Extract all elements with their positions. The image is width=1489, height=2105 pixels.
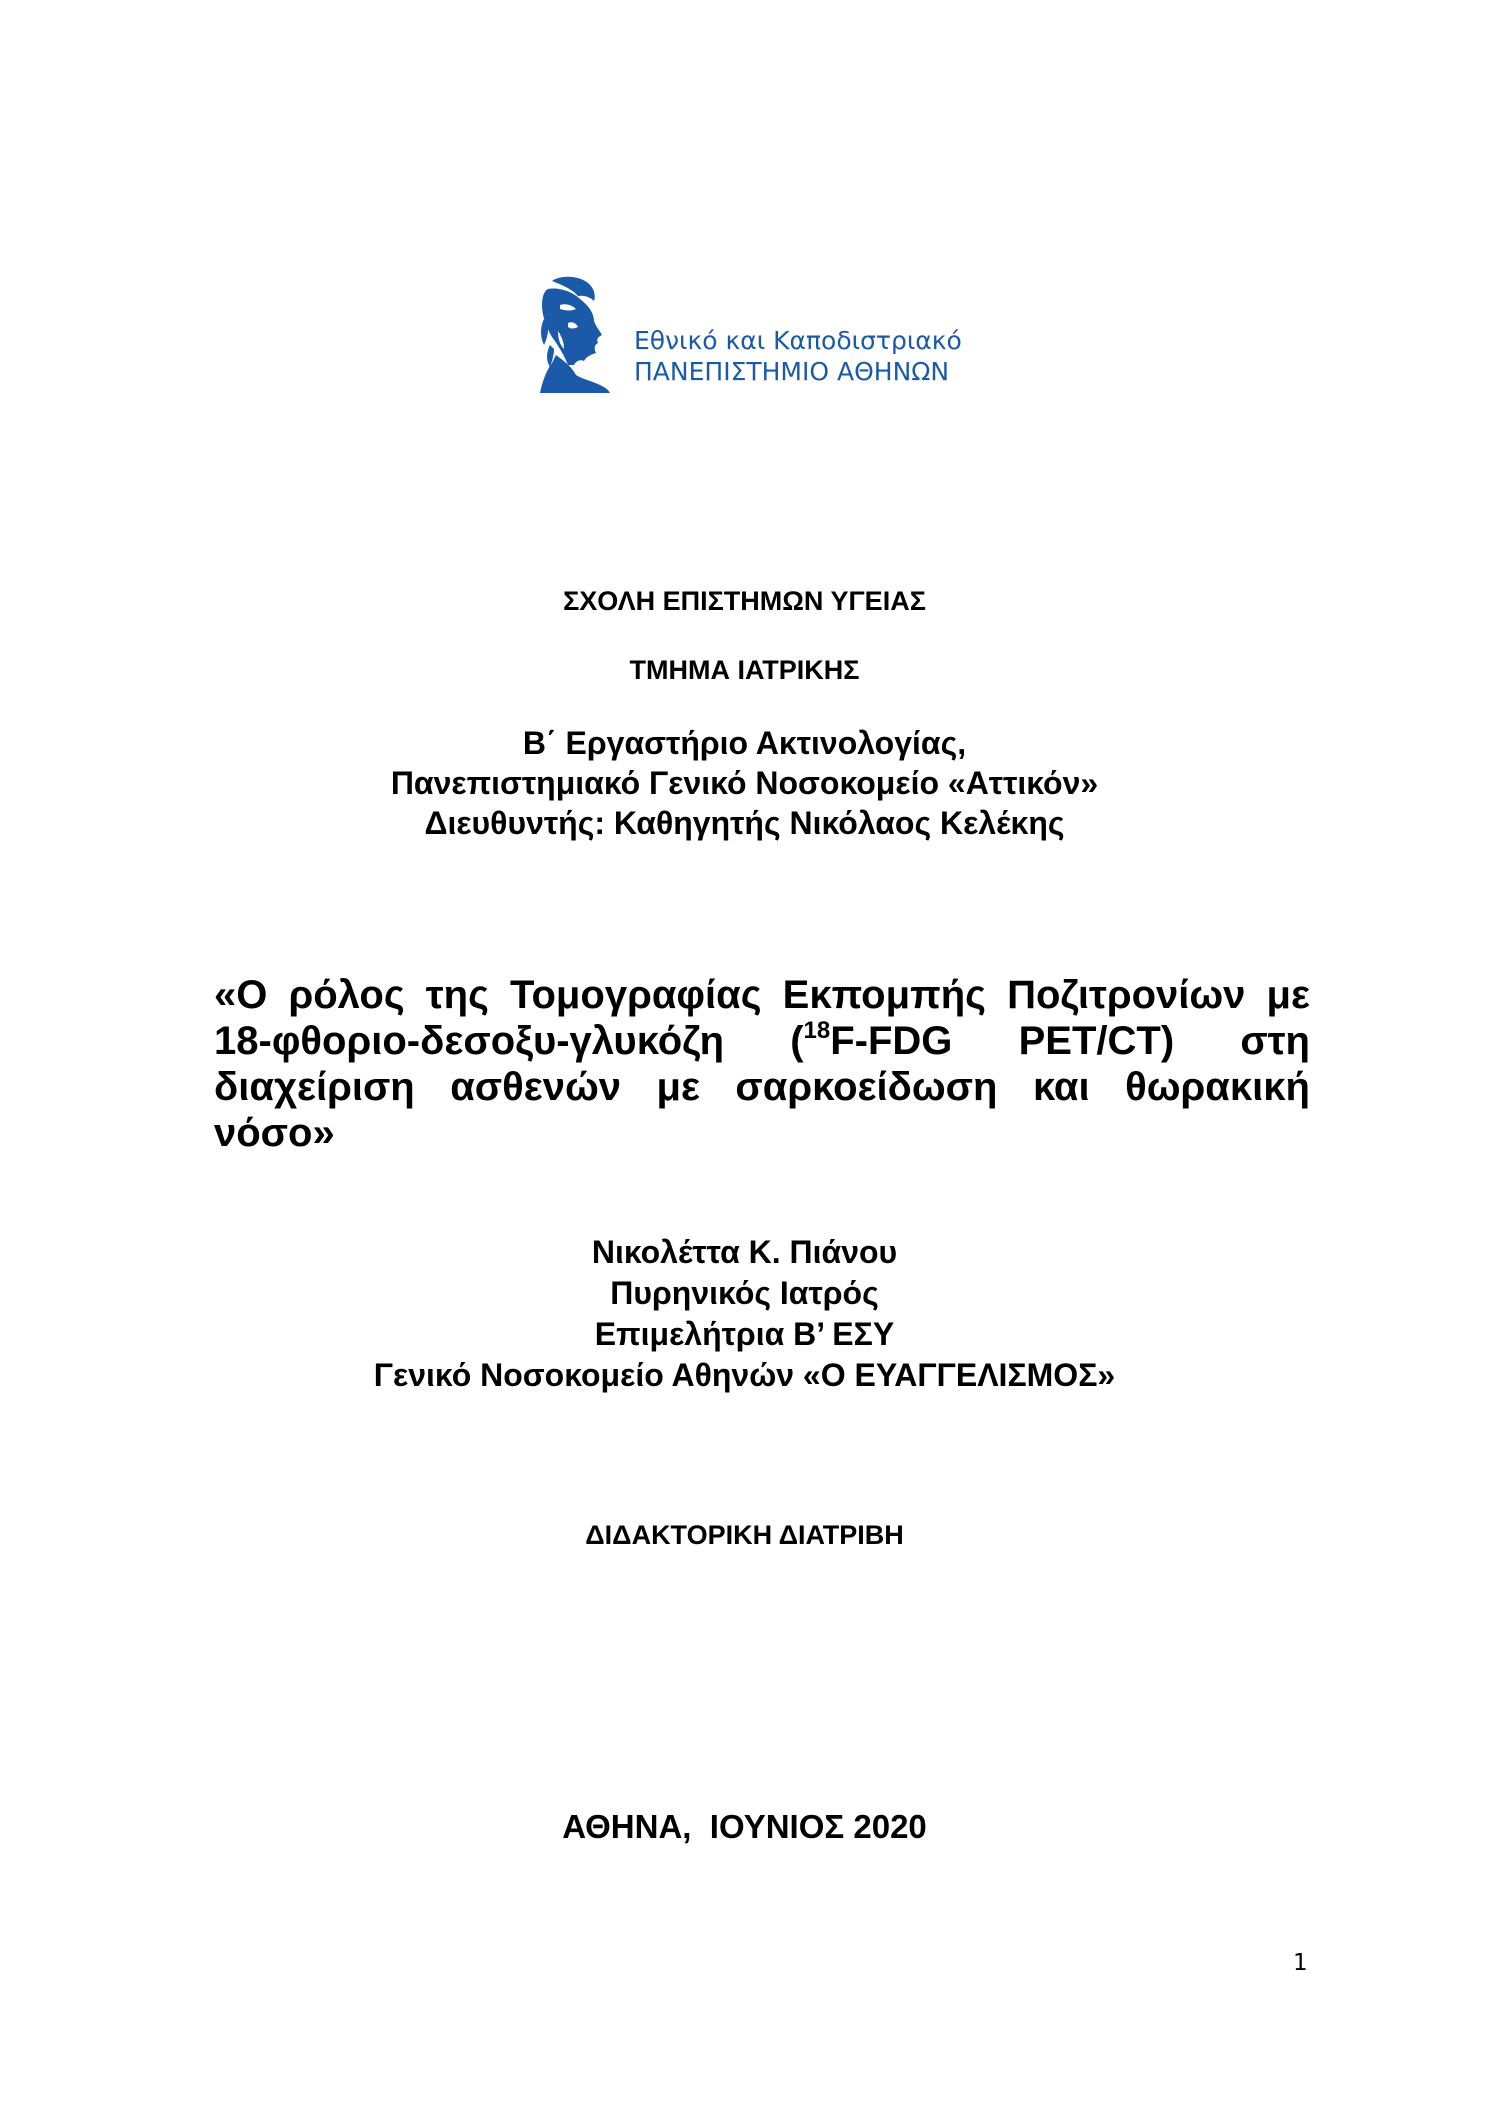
place-date: ΑΘΗΝΑ, ΙΟΥΝΙΟΣ 2020 [562,1808,927,1845]
author-role: Πυρηνικός Ιατρός [610,1275,879,1311]
university-name [634,325,962,387]
isotope-mass-number: 18 [803,1017,831,1044]
thesis-title-line1: «Ο ρόλος της Τομογραφίας Εκπομπής Ποζιτρονίων με [214,973,1310,1017]
thesis-title-line3: διαχείριση ασθενών με σαρκοείδωση και θωρακική [214,1065,1310,1109]
title-compound: 18-φθοριο-δεσοξυ-γλυκόζη [214,1019,725,1063]
document-type: ΔΙΔΑΚΤΟΡΙΚΗ ΔΙΑΤΡΙΒΗ [585,1520,904,1550]
laboratory-block [0,723,1489,843]
thesis-title [214,972,1310,1156]
thesis-title-line4: νόσο» [214,1111,335,1155]
author-hospital: Γενικό Νοσοκομείο Αθηνών «Ο ΕΥΑΓΓΕΛΙΣΜΟΣ» [373,1357,1116,1393]
university-logo [538,275,978,395]
director-name: Διευθυντής: Καθηγητής Νικόλαος Κελέκης [424,805,1065,841]
author-block [0,1232,1489,1396]
athena-head-icon [538,275,612,393]
thesis-title-line2 [214,1018,1310,1064]
laboratory-name: Β΄ Εργαστήριο Ακτινολογίας, [522,725,967,761]
title-word-sti: στη [1240,1019,1310,1063]
page-number: 1 [1293,1950,1308,1976]
author-name: Νικολέττα Κ. Πιάνου [591,1234,898,1270]
department-heading: ΤΜΗΜΑ ΙΑΤΡΙΚΗΣ [629,655,860,685]
school-heading: ΣΧΟΛΗ ΕΠΙΣΤΗΜΩΝ ΥΓΕΙΑΣ [563,586,926,616]
author-position: Επιμελήτρια Β’ ΕΣΥ [594,1316,895,1352]
title-modality: PET/CT) [1018,1019,1175,1063]
university-name-line1: Εθνικό και Καποδιστριακό [634,326,962,355]
title-tracer: ($^{18}$F-FDG [790,1017,953,1063]
hospital-name: Πανεπιστημιακό Γενικό Νοσοκομείο «Αττικόν» [390,765,1099,801]
university-name-line2: ΠΑΝΕΠΙΣΤΗΜΙΟ ΑΘΗΝΩΝ [634,357,950,386]
